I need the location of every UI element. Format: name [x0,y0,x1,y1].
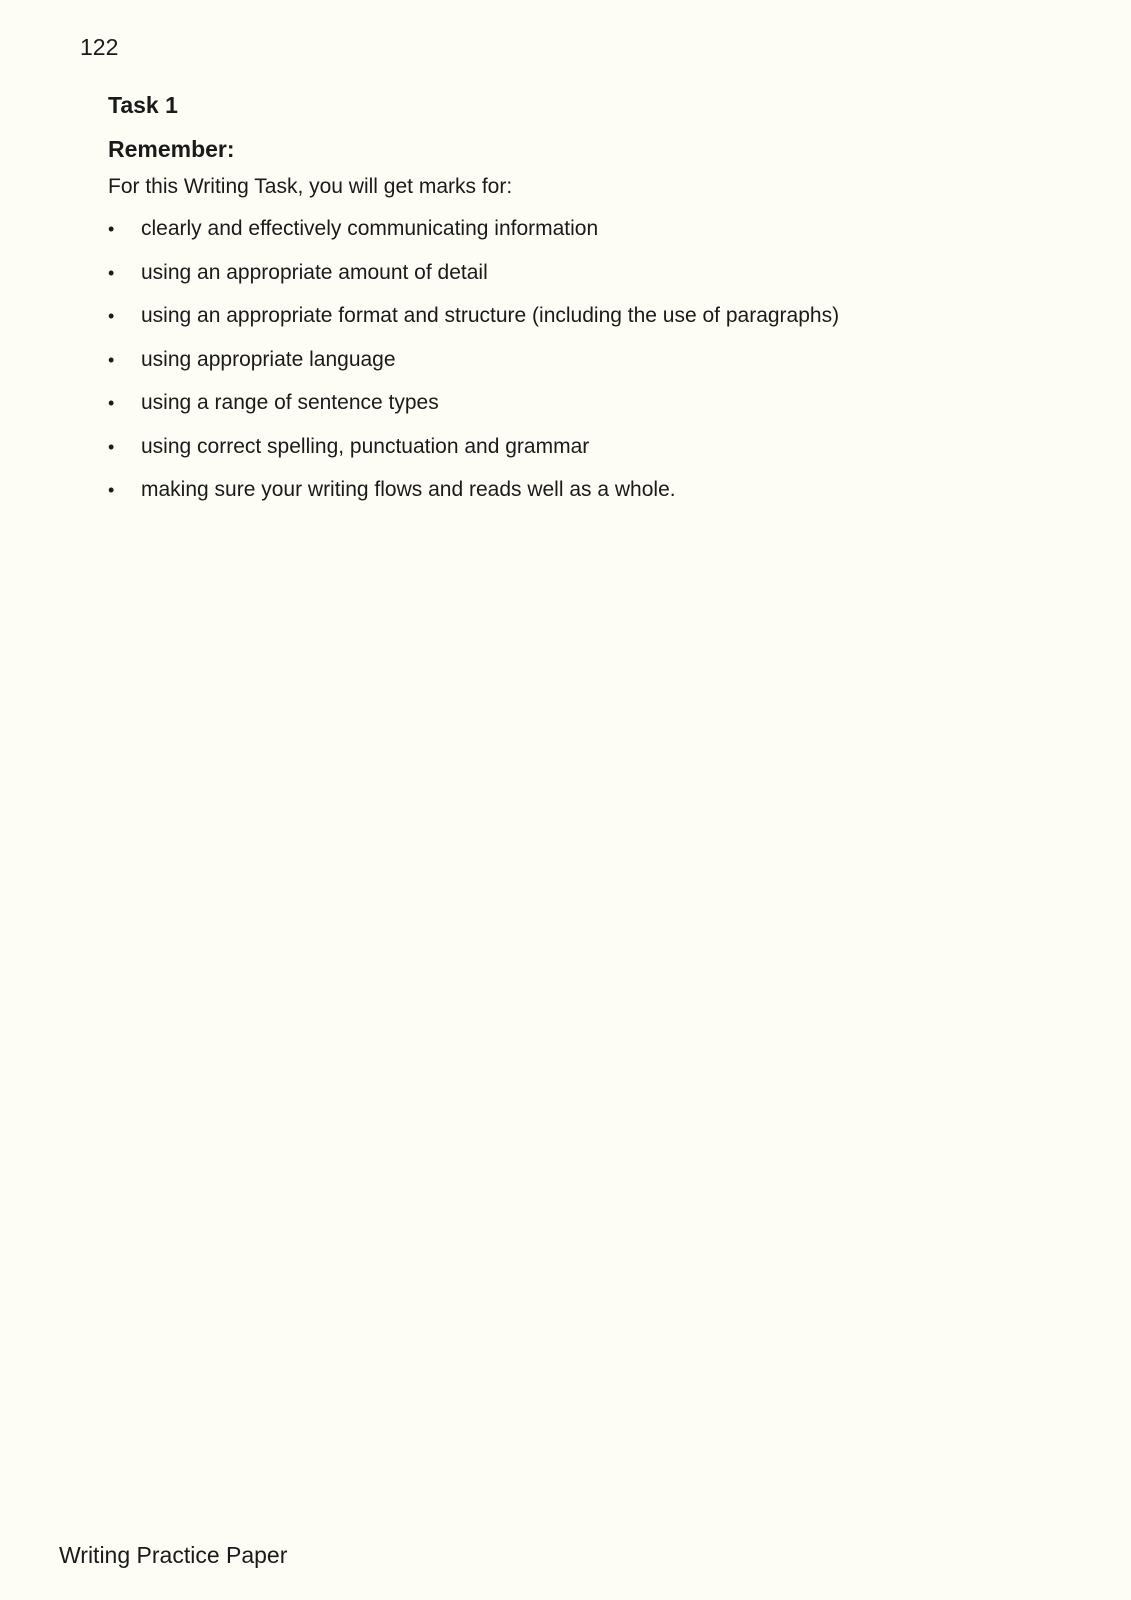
criteria-text: making sure your writing flows and reads well as a whole. [141,478,676,501]
bullet-icon: • [108,480,115,500]
criteria-text: using an appropriate amount of detail [141,260,488,284]
criteria-text: using correct spelling, punctuation and grammar [141,434,590,458]
page-number: 122 [80,34,119,60]
bullet-icon: • [108,393,115,413]
list-item [108,345,1048,375]
list-item [108,432,1048,462]
bullet-icon: • [108,219,115,239]
main-content [108,88,1048,519]
list-item [108,475,1048,505]
bullet-icon: • [108,262,115,283]
remember-heading: Remember: [108,136,235,162]
criteria-list [108,214,1048,505]
list-item [108,388,1048,418]
bullet-icon: • [108,349,115,370]
footer-title: Writing Practice Paper [59,1542,288,1568]
criteria-text: using an appropriate format and structure (including the use of paragraphs) [141,304,840,327]
criteria-text: clearly and effectively communicating information [141,217,599,240]
list-item [108,214,1048,244]
intro-text: For this Writing Task, you will get marks for: [108,175,513,198]
task-title: Task 1 [108,92,178,118]
criteria-text: using appropriate language [141,347,396,371]
list-item [108,258,1048,288]
bullet-icon: • [108,436,115,457]
criteria-text: using a range of sentence types [141,391,439,414]
bullet-icon: • [108,306,115,326]
list-item [108,301,1048,331]
